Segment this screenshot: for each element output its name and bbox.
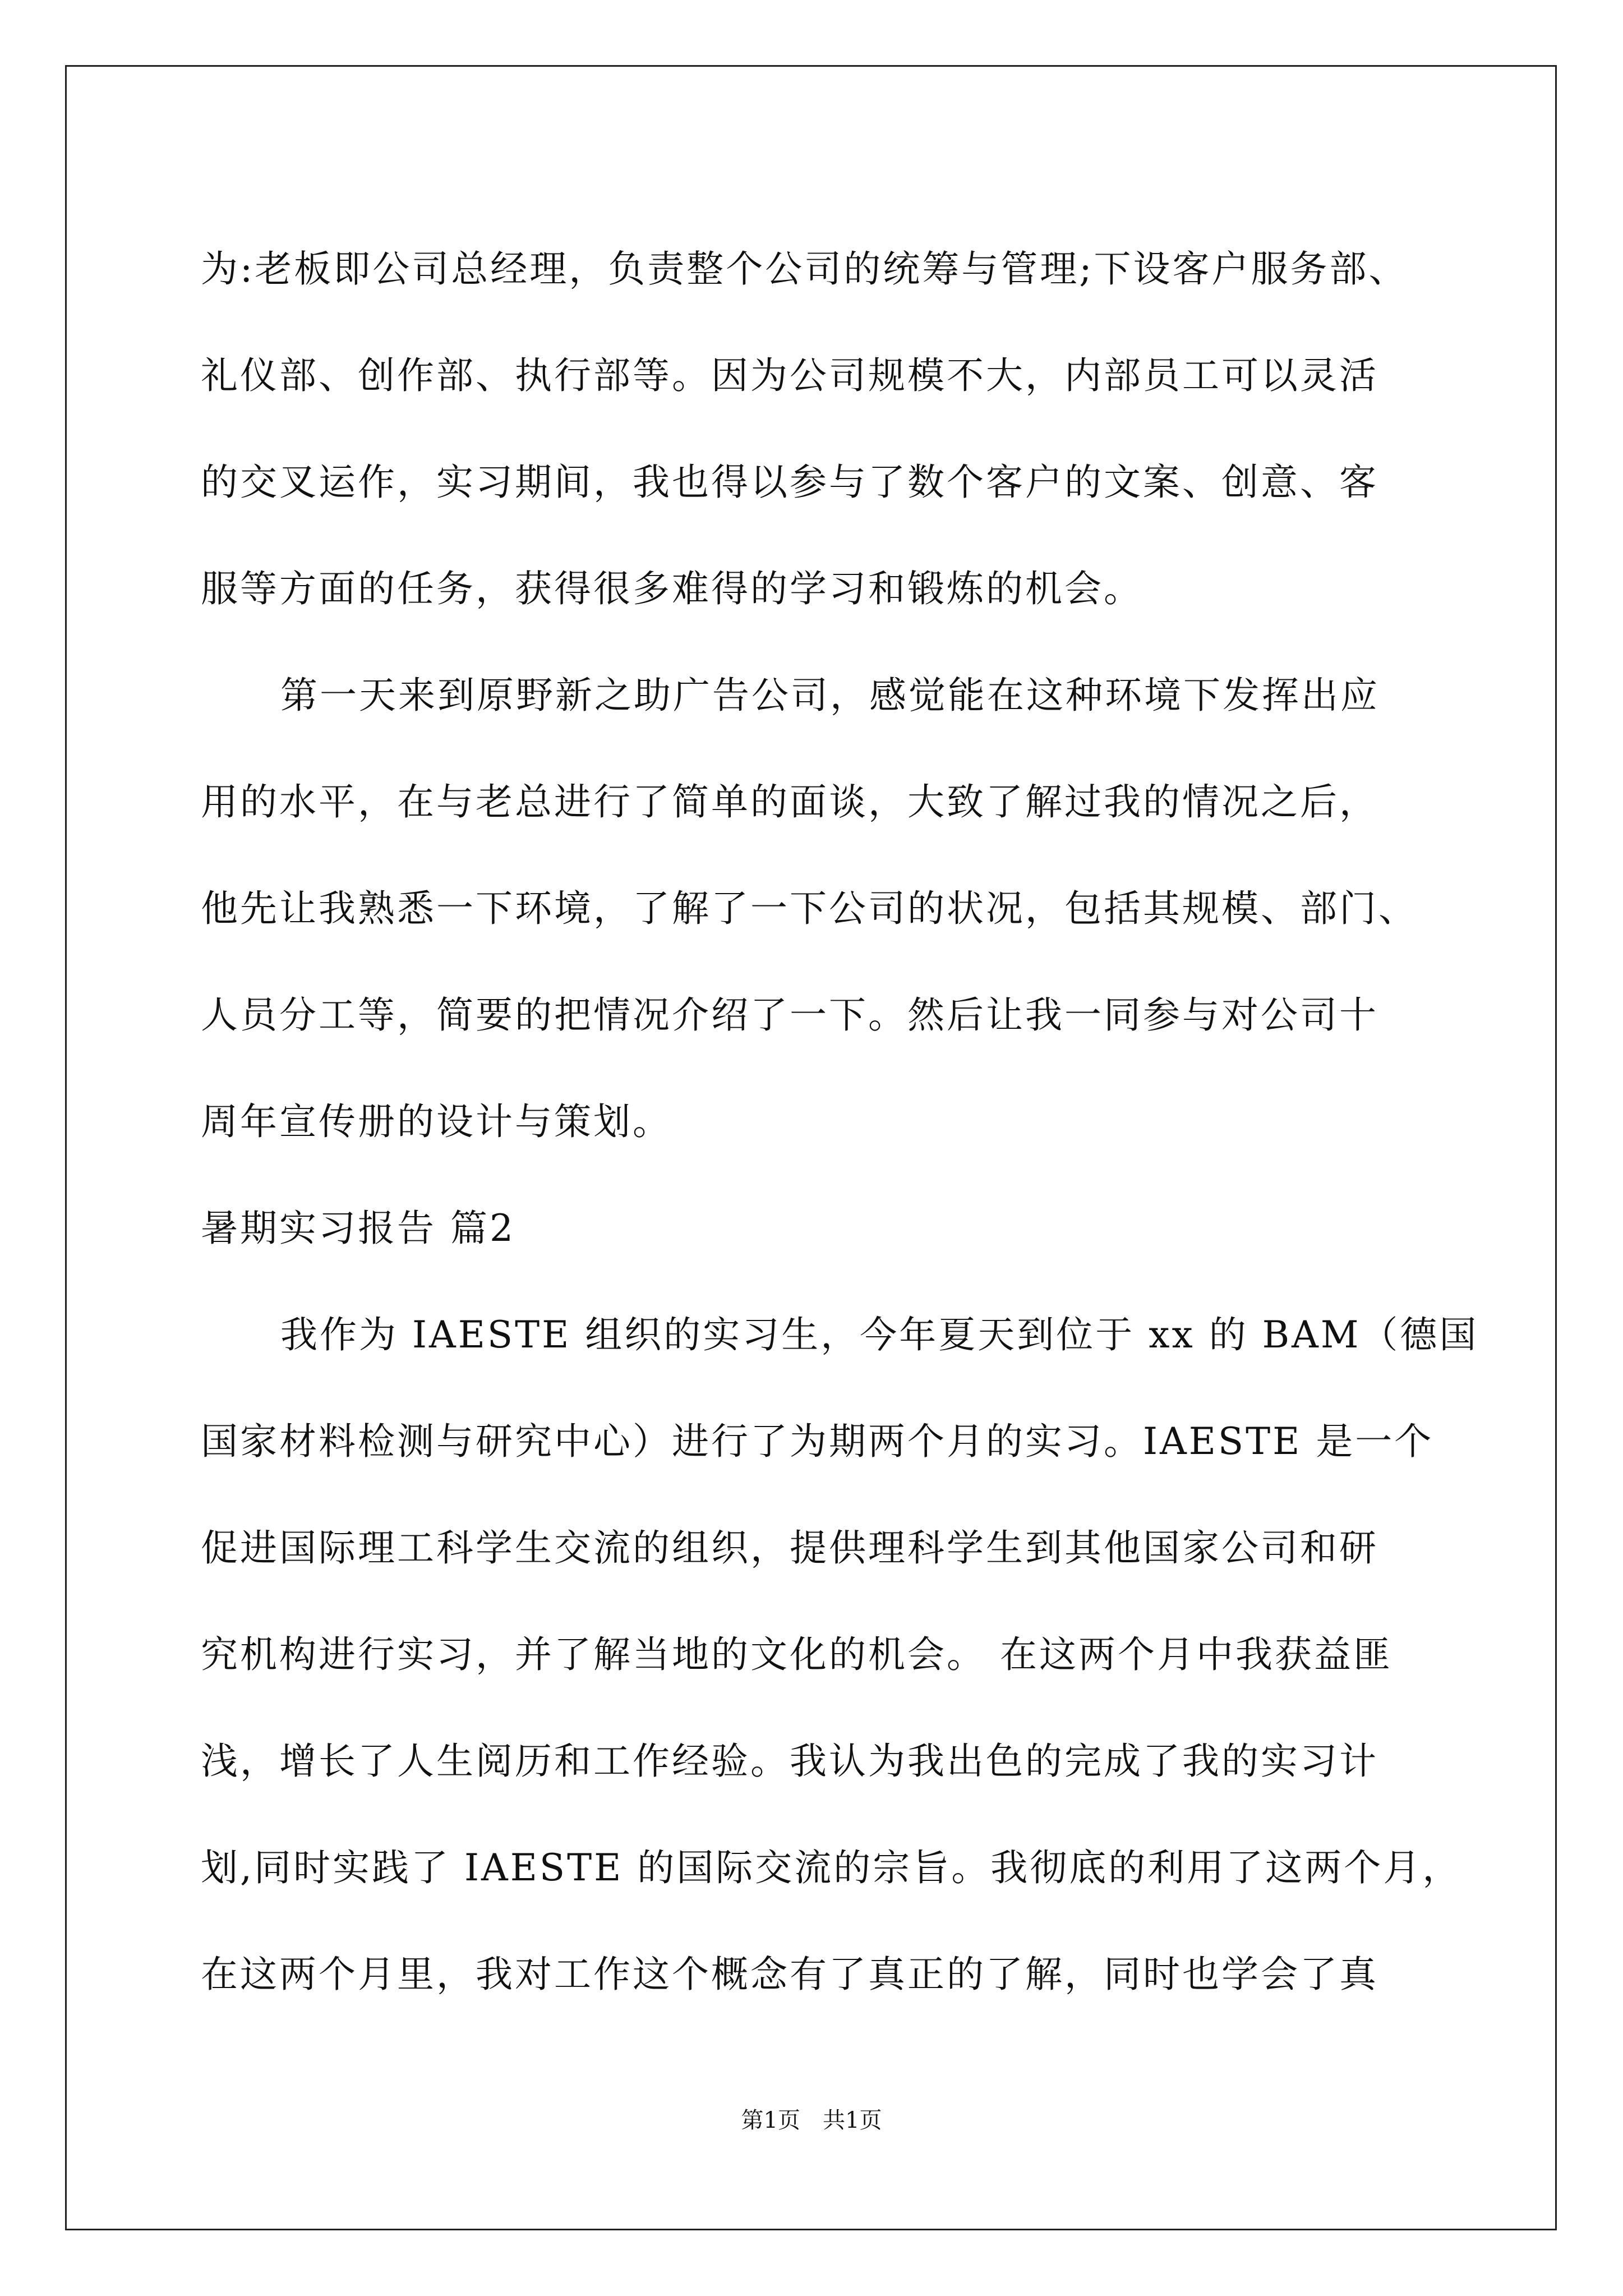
- text-line: 究机构进行实习，并了解当地的文化的机会。 在这两个月中我获益匪: [201, 1633, 1393, 1676]
- text-line: 人员分工等，简要的把情况介绍了一下。然后让我一同参与对公司十: [201, 993, 1378, 1037]
- text-line: 国家材料检测与研究中心）进行了为期两个月的实习。IAESTE 是一个: [201, 1420, 1434, 1463]
- text-line: 划,同时实践了 IAESTE 的国际交流的宗旨。我彻底的利用了这两个月，: [201, 1846, 1462, 1889]
- text-line: 用的水平，在与老总进行了简单的面谈，大致了解过我的情况之后，: [201, 780, 1378, 823]
- section-heading: 暑期实习报告 篇2: [201, 1207, 515, 1250]
- text-line: 为:老板即公司总经理，负责整个公司的统筹与管理;下设客户服务部、: [201, 247, 1408, 291]
- text-line: 礼仪部、创作部、执行部等。因为公司规模不大，内部员工可以灵活: [201, 354, 1378, 397]
- page-number: 第1页 共1页: [741, 2108, 882, 2133]
- text-line: 的交叉运作，实习期间，我也得以参与了数个客户的文案、创意、客: [201, 461, 1378, 504]
- text-line: 浅，增长了人生阅历和工作经验。我认为我出色的完成了我的实习计: [201, 1740, 1378, 1783]
- document-body: [201, 216, 1479, 2028]
- paragraph-first-line: 第一天来到原野新之助广告公司，感觉能在这种环境下发挥出应: [280, 674, 1380, 717]
- text-line: 周年宣传册的设计与策划。: [201, 1100, 672, 1143]
- text-line: 他先让我熟悉一下环境，了解了一下公司的状况，包括其规模、部门、: [201, 887, 1418, 930]
- text-line: 促进国际理工科学生交流的组织，提供理科学生到其他国家公司和研: [201, 1526, 1378, 1570]
- text-line: 服等方面的任务，获得很多难得的学习和锻炼的机会。: [201, 567, 1143, 610]
- paragraph-first-line: 我作为 IAESTE 组织的实习生，今年夏天到位于 xx 的 BAM（德国: [280, 1313, 1479, 1356]
- text-line: 在这两个月里，我对工作这个概念有了真正的了解，同时也学会了真: [201, 1953, 1378, 1996]
